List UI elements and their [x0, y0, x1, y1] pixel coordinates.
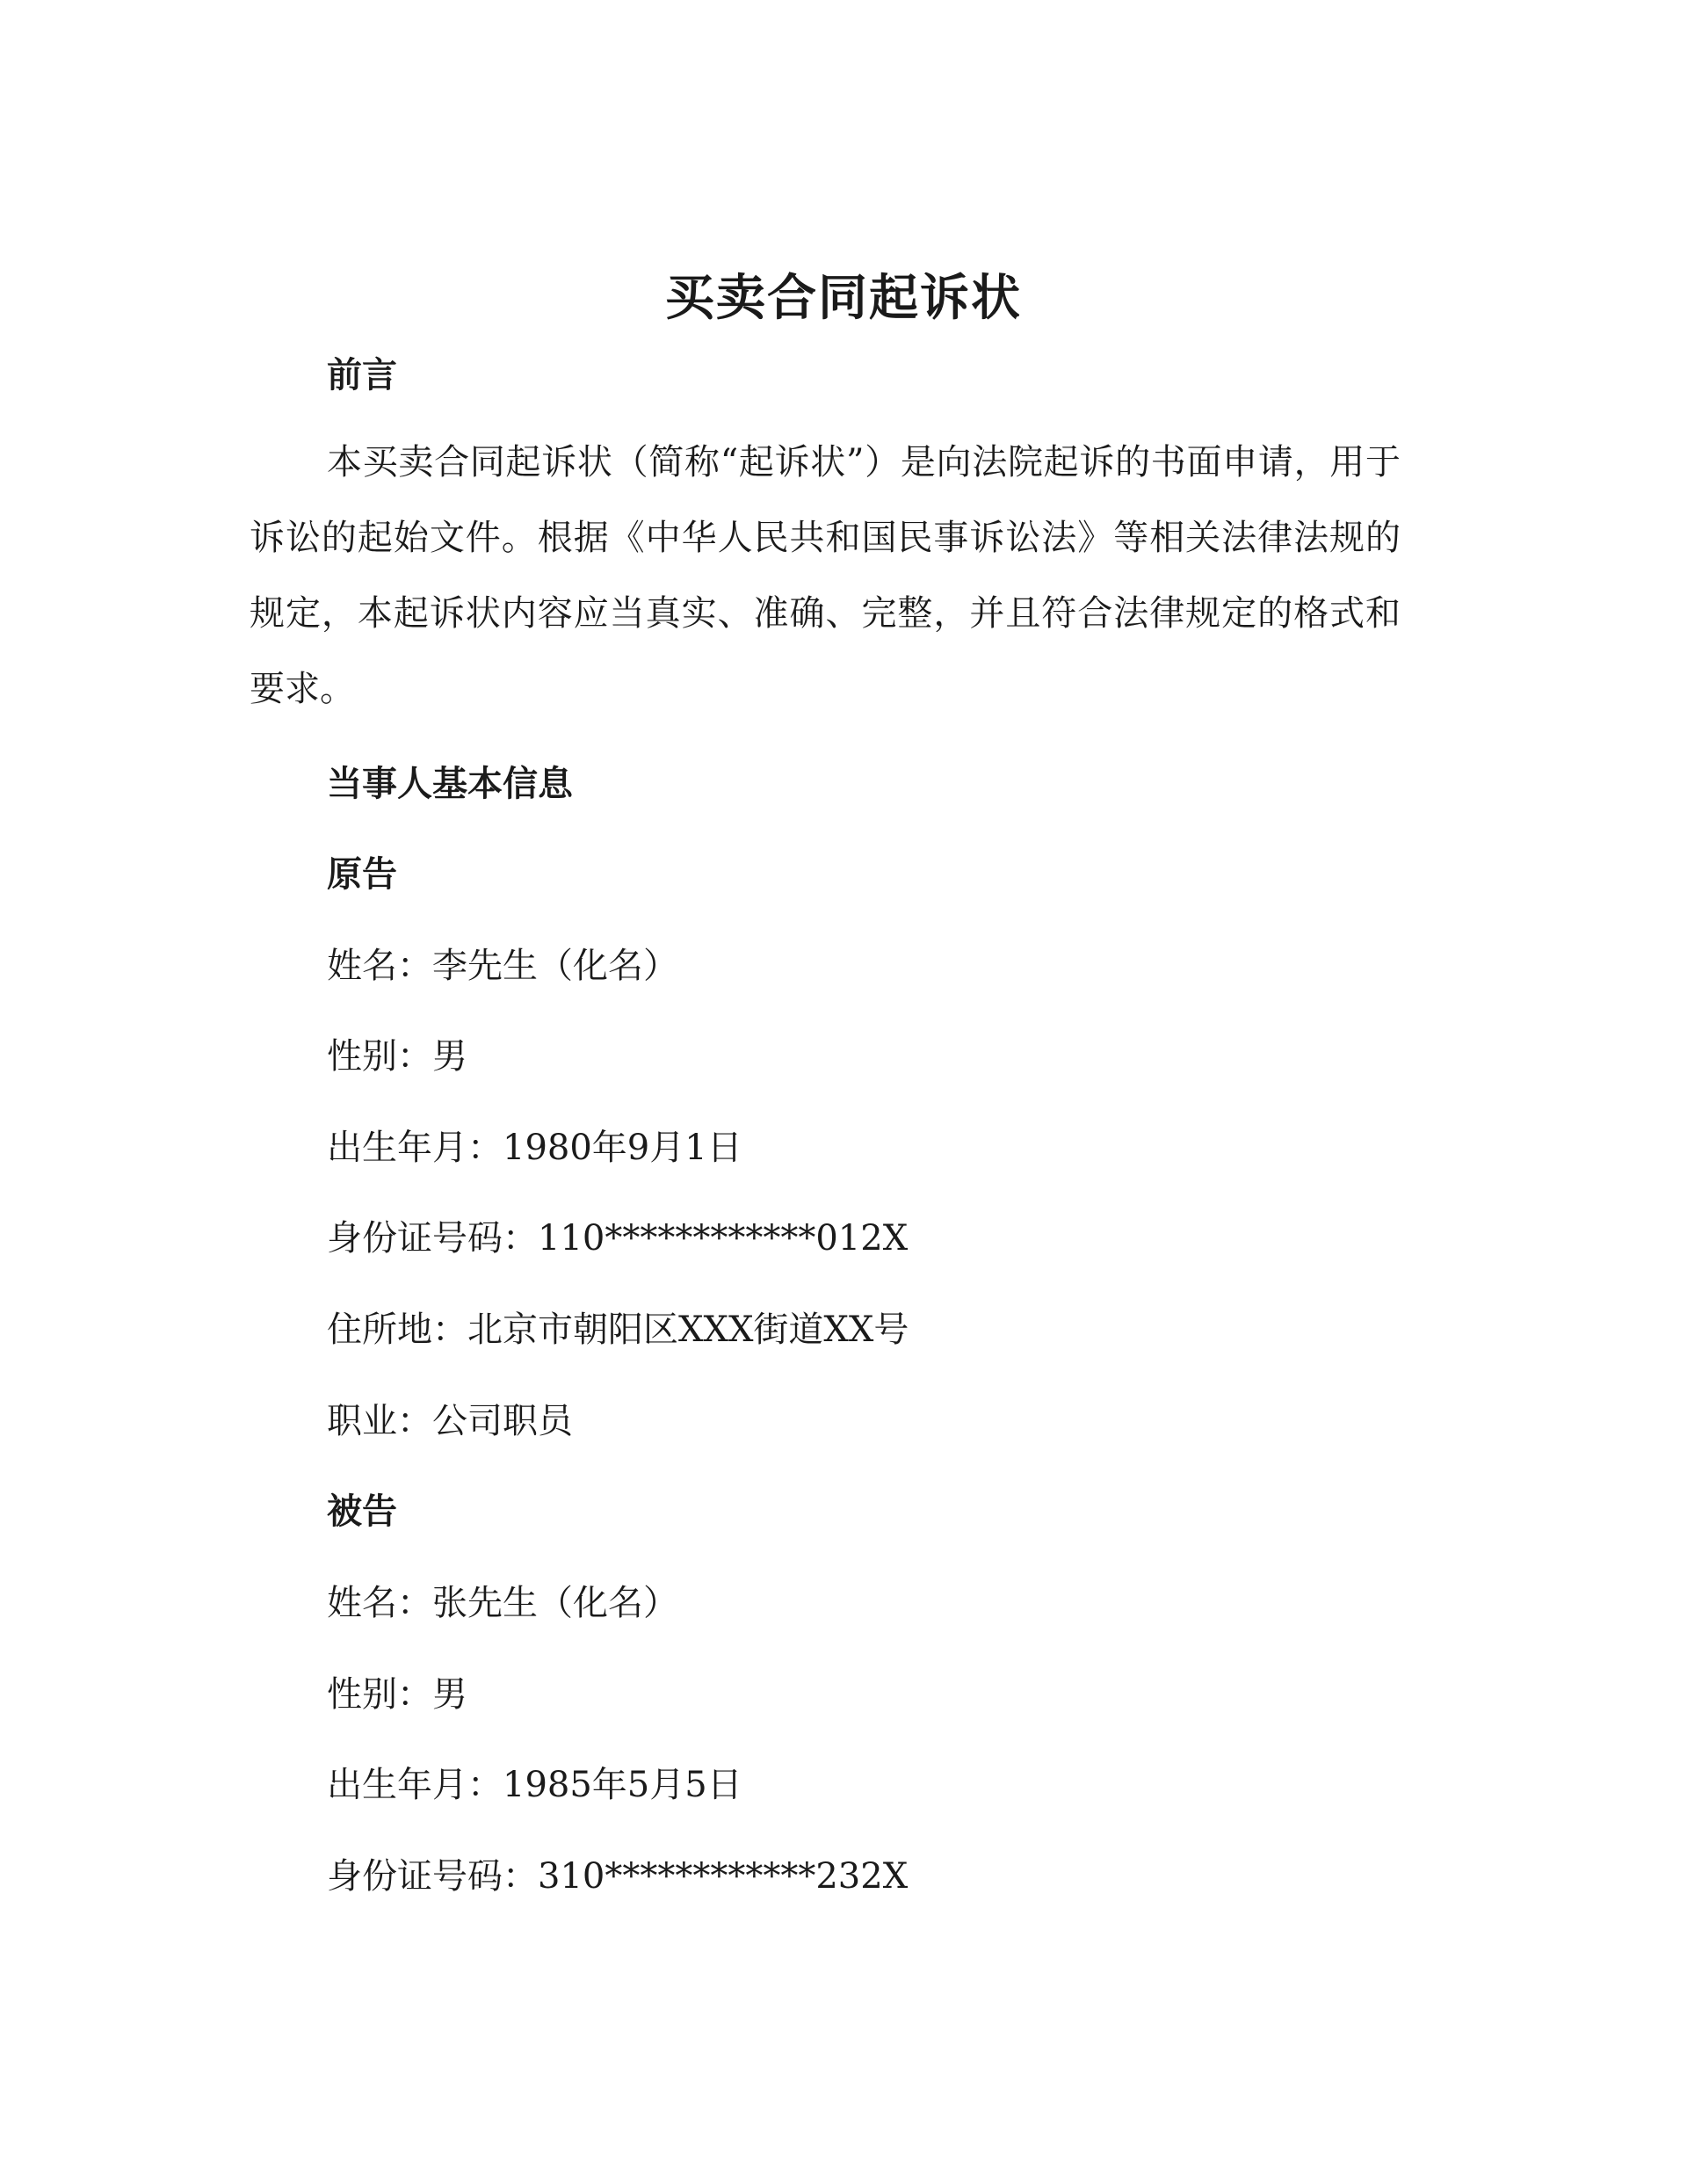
defendant-name: 姓名：张先生（化名） — [327, 1583, 678, 1623]
defendant-heading: 被告 — [327, 1491, 397, 1532]
plaintiff-address: 住所地：北京市朝阳区XXX街道XX号 — [327, 1310, 909, 1350]
defendant-birth: 出生年月：1985年5月5日 — [327, 1765, 742, 1805]
plaintiff-heading: 原告 — [327, 853, 397, 895]
preface-heading: 前言 — [327, 354, 397, 395]
document-title: 买卖合同起诉状 — [665, 269, 1022, 327]
plaintiff-gender: 性别：男 — [327, 1036, 467, 1077]
defendant-id-number: 身份证号码：310************232X — [327, 1856, 909, 1897]
preface-paragraph: 本买卖合同起诉状（简称“起诉状”）是向法院起诉的书面申请，用于诉讼的起始文件。根据《中华人民共和国民事诉讼法》等相关法律法规的规定，本起诉状内容应当真实、准确、完整，并且符合法律规定的格式和要求。 — [250, 442, 1401, 709]
plaintiff-birth: 出生年月：1980年9月1日 — [327, 1128, 742, 1168]
plaintiff-name: 姓名：李先生（化名） — [327, 946, 678, 986]
parties-heading: 当事人基本信息 — [327, 763, 573, 804]
plaintiff-id-number: 身份证号码：110************012X — [327, 1218, 909, 1259]
defendant-gender: 性别：男 — [327, 1674, 467, 1715]
plaintiff-occupation: 职业：公司职员 — [327, 1401, 573, 1441]
